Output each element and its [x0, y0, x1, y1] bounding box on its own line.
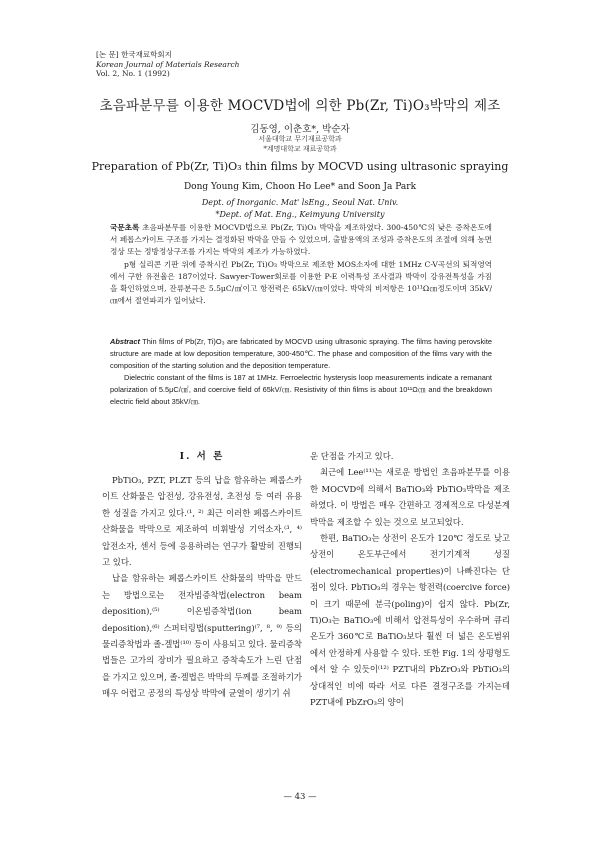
affiliation-english-2: *Dept. of Mat. Eng., Keimyung University [215, 210, 385, 219]
header-volume: Vol. 2, No. 1 (1992) [96, 69, 170, 78]
page-number: — 43 — [283, 792, 317, 802]
abstract-korean-p1: 초음파분무를 이용한 MOCVD법으로 Pb(Zr, Ti)O₃ 박막을 제조하였다. 300-450℃의 낮은 증착온도에서 페롭스카이트 구조를 가지는 결정화된 박막을 만들 수 있었으며, 출발용액의 조성과 증착온도의 조절에 의해 농면정상 또는 정방정상구조를 가지는 박막의 제조가 가능하였다. [110, 223, 492, 257]
body-right-column [310, 448, 510, 711]
abstract-korean [110, 222, 492, 307]
body-paragraph: 최근에 Lee⁽¹¹⁾는 새로운 방법인 초음파분무를 이용한 MOCVD에 의해서 BaTiO₃와 PbTiO₃박막을 제조하였다. 이 방법은 매우 간편하고 경제적으로 다성분계 박막을 제조할 수 있는 것으로 보고되었다. [310, 467, 510, 527]
affiliations-english [0, 197, 600, 221]
body-paragraph: 납을 함유하는 페롭스카이트 산화물의 박막을 만드는 방법으로는 전자빔증착법(electron beam deposition),⁽⁵⁾ 이온빔증착법(ion beam deposition),⁽⁶⁾ 스퍼터링법(sputtering)⁽⁷, ⁸, ⁹⁾ 등의 물리증착법과 졸-겔법⁽¹⁰⁾ 등이 사용되고 있다. 물리증착법들은 고가의 장비가 필요하고 증착속도가 느린 단점을 가지고 있으며, 졸-겔법은 박막의 두께를 조절하기가 매우 어렵고 공정의 특성상 박막에 균열이 생기기 쉬 [102, 573, 302, 699]
affiliation-english-1: Dept. of Inorganic. Mat' lsEng., Seoul Nat. Univ. [201, 198, 399, 207]
body-left-column [102, 448, 302, 702]
body-paragraph: 운 단점을 가지고 있다. [310, 451, 394, 461]
abstract-english-p1: Thin films of Pb(Zr, Ti)O₃ are fabricated by MOCVD using ultrasonic spraying. The films having perovskite structure are made at low deposition temperature, 300-450℃. The phase and composition of the films vary with the composition of the starting solution and the deposition temperature. [110, 337, 492, 370]
body-paragraph: PbTiO₃, PZT, PLZT 등의 납을 함유하는 페롭스카이트 산화물은 압전성, 강유전성, 초전성 등 여러 유용한 성질을 가지고 있다.⁽¹, ²⁾ 최근 이러한 페롭스카이트 산화물을 박막으로 제조하여 비휘발성 기억소자,⁽³, ⁴⁾ 압전소자, 센서 등에 응용하려는 연구가 활발히 진행되고 있다. [102, 475, 302, 568]
abstract-korean-p2: p형 실리콘 기판 위에 증착시킨 Pb(Zr, Ti)O₃ 박막으로 제조한 MOS소자에 대한 1MHz C-V곡선의 퇴적영역에서 구한 유전율은 187이었다. Sawyer-Tower회로를 이용한 P-E 이력특성 조사결과 박막이 강유전특성을 가짐을 확인하였으며, 잔류분극은 5.5μC/㎠이고 항전력은 65kV/㎝이었다. 박막의 비저항은 10¹¹Ω㎝정도이며 35kV/㎝에서 절연파괴가 일어났다. [110, 259, 492, 306]
authors-english: Dong Young Kim, Choon Ho Lee* and Soon Ja Park [183, 182, 417, 192]
section-heading-introduction: I. 서 론 [179, 451, 225, 462]
journal-header [96, 50, 239, 79]
affiliation-korean-2: *계명대학교 재료공학과 [263, 144, 337, 153]
abstract-korean-lead: 국문초록 [110, 223, 140, 232]
affiliations-korean [0, 135, 600, 154]
abstract-english-p2: Dielectric constant of the films is 187 at 1MHz. Ferroelectric hysterysis loop measurements indicate a remanant polarization of 5.5μC/㎠, and coercive field of 65kV/㎝. Resistivity of thin films is about 10¹¹Ω㎝ and the breakdown electric field about 35kV/㎝. [110, 373, 492, 406]
title-korean: 초음파분무를 이용한 MOCVD법에 의한 Pb(Zr, Ti)O₃박막의 제조 [99, 98, 501, 114]
header-journal-name: Korean Journal of Materials Research [96, 59, 240, 69]
body-paragraph: 한편, BaTiO₃는 상전이 온도가 120℃ 정도로 낮고 상전이 온도부근에서 전기기계적 성질(electromechanical properties)이 나빠진다는 단점이 있다. PbTiO₃의 경우는 항전력(coercive force)이 크기 때문에 분극(poling)이 쉽지 않다. Pb(Zr, Ti)O₃는 BaTiO₃에 비해서 압전특성이 우수하며 큐리온도가 360℃로 BaTiO₃보다 훨씬 더 넓은 온도범위에서 안정하게 사용할 수 있다. 또한 Fig. 1의 상평형도에서 알 수 있듯이⁽¹²⁾ PZT내의 PbZrO₃와 PbTiO₃의 상대적인 비에 따라 서로 다른 결정구조를 가지는데 PZT내에 PbZrO₃의 양이 [310, 533, 510, 708]
affiliation-korean-1: 서울대학교 무기재료공학과 [258, 135, 342, 143]
authors-korean: 김동영, 이춘호*, 박순자 [250, 124, 350, 135]
abstract-english [110, 336, 492, 408]
abstract-english-lead: Abstract [110, 337, 140, 346]
title-english: Preparation of Pb(Zr, Ti)O₃ thin films by MOCVD using ultrasonic spraying [91, 160, 509, 173]
header-category: [논 문] 한국재료학회지 [96, 50, 172, 59]
